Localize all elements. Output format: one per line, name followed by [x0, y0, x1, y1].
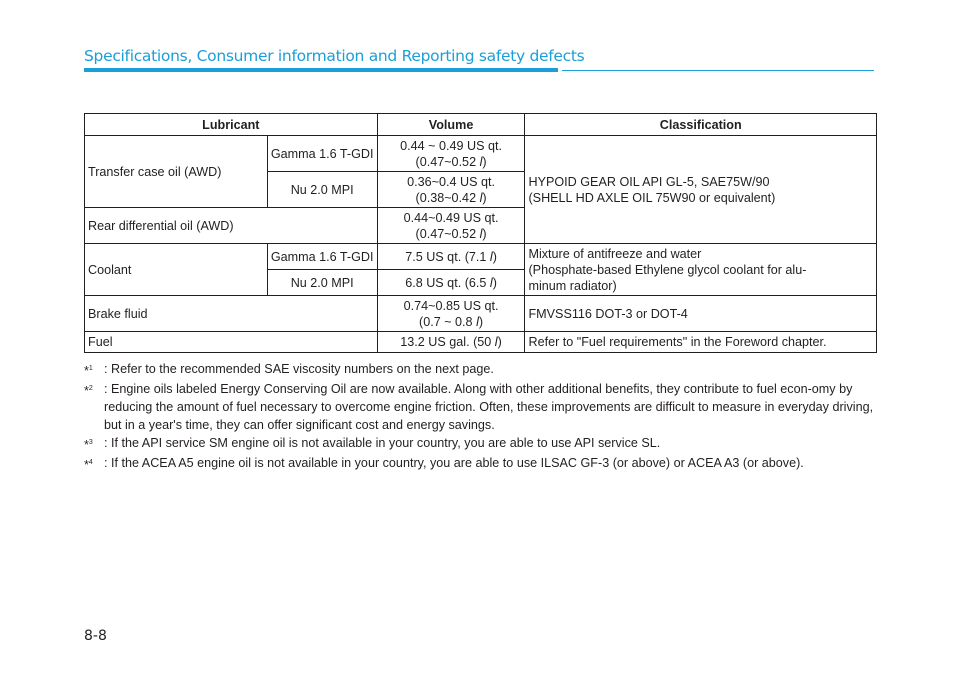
- header-classification: Classification: [525, 114, 877, 136]
- volume-text: (0.47~0.52: [415, 154, 480, 169]
- paren: ): [482, 226, 487, 241]
- table-row: [85, 244, 877, 270]
- footnote-number: 4: [88, 459, 93, 466]
- footnote-text: : If the API service SM engine oil is not available in your country, you are able to use API service SL.: [104, 436, 661, 450]
- classification-cell: Refer to "Fuel requirements" in the Foreword chapter.: [525, 332, 877, 353]
- table-row: [85, 332, 877, 353]
- asterisk: *: [84, 384, 89, 398]
- header-accent-bar: [84, 68, 558, 72]
- volume-text: 0.36~0.4 US qt.: [407, 174, 495, 189]
- table-row: [85, 136, 877, 172]
- section-header-title: Specifications, Consumer information and Reporting safety defects: [84, 47, 585, 65]
- footnote-text: : Engine oils labeled Energy Conserving Oil are now available. Along with other additional benefits, they contribute to fuel econ-omy by reducing the amount of fuel necessary to overcome engine friction. Often, these improvements are difficult to measure in everyday driving, but in a year's time, they can offer significant cost and energy savings.: [104, 382, 874, 432]
- classification-text: (SHELL HD AXLE OIL 75W90 or equivalent): [528, 190, 776, 205]
- footnote-text: : Refer to the recommended SAE viscosity numbers on the next page.: [104, 362, 494, 376]
- liter-symbol: l: [479, 226, 483, 241]
- footnote-marker: [84, 380, 104, 434]
- engine-cell: Gamma 1.6 T-GDI: [267, 136, 377, 172]
- volume-text: (0.38~0.42: [415, 190, 480, 205]
- liter-symbol: l: [476, 314, 479, 329]
- volume-text: [381, 154, 522, 170]
- footnote-text: : If the ACEA A5 engine oil is not available in your country, you are able to use ILSAC GF-3 (or above) or ACEA A3 (or above).: [104, 456, 804, 470]
- asterisk: *: [84, 458, 89, 472]
- lubricant-cell: Rear differential oil (AWD): [85, 208, 378, 244]
- liter-symbol: l: [479, 154, 483, 169]
- engine-cell: Gamma 1.6 T-GDI: [267, 244, 377, 270]
- engine-cell: Nu 2.0 MPI: [267, 172, 377, 208]
- classification-text: HYPOID GEAR OIL API GL-5, SAE75W/90: [528, 174, 770, 189]
- volume-cell: [377, 270, 525, 296]
- footnote-number: 2: [88, 385, 93, 392]
- classification-text: (Phosphate-based Ethylene glycol coolant for alu-: [528, 262, 807, 277]
- volume-cell: [377, 208, 525, 244]
- footnote-marker: [84, 434, 104, 454]
- liter-symbol: l: [494, 335, 498, 349]
- classification-text: Mixture of antifreeze and water: [528, 246, 702, 261]
- footnote-number: 1: [88, 365, 93, 372]
- volume-text: (0.7 ~ 0.8: [419, 314, 477, 329]
- paren: ): [478, 314, 484, 329]
- liter-symbol: l: [489, 249, 493, 264]
- volume-text: 7.5 US qt. (7.1: [405, 249, 490, 264]
- lubricant-cell: Coolant: [85, 244, 268, 296]
- footnotes: [84, 360, 884, 474]
- volume-cell: [377, 244, 525, 270]
- footnote-item: [84, 360, 884, 380]
- footnote-marker: [84, 454, 104, 474]
- paren: ): [482, 154, 487, 169]
- lubricant-spec-table: [84, 113, 877, 353]
- classification-text: minum radiator): [528, 278, 617, 293]
- volume-text: 0.44~0.49 US qt.: [403, 210, 499, 225]
- header-rule: [562, 70, 874, 71]
- volume-text: 0.74~0.85 US qt.: [403, 298, 499, 313]
- volume-text: [381, 226, 522, 242]
- footnote-marker: [84, 360, 104, 380]
- paren: ): [482, 190, 487, 205]
- volume-text: 6.8 US qt. (6.5: [405, 275, 490, 290]
- header-volume: Volume: [377, 114, 525, 136]
- footnote-item: [84, 380, 884, 434]
- lubricant-cell: Brake fluid: [85, 296, 378, 332]
- lubricant-cell: Transfer case oil (AWD): [85, 136, 268, 208]
- header-lubricant: Lubricant: [85, 114, 378, 136]
- asterisk: *: [84, 438, 89, 452]
- volume-cell: [377, 296, 525, 332]
- lubricant-cell: Fuel: [85, 332, 378, 353]
- footnote-item: [84, 434, 884, 454]
- liter-symbol: l: [479, 190, 483, 205]
- footnote-number: 3: [88, 439, 93, 446]
- footnote-item: [84, 454, 884, 474]
- engine-cell: Nu 2.0 MPI: [267, 270, 377, 296]
- classification-cell: [525, 244, 877, 296]
- table-header-row: [85, 114, 877, 136]
- volume-text: (0.47~0.52: [415, 226, 480, 241]
- paren: ): [497, 335, 502, 349]
- volume-text: [381, 314, 522, 330]
- volume-text: [381, 190, 522, 206]
- paren: ): [492, 275, 497, 290]
- paren: ): [492, 249, 497, 264]
- classification-cell: FMVSS116 DOT-3 or DOT-4: [525, 296, 877, 332]
- volume-text: 0.44 ~ 0.49 US qt.: [400, 138, 502, 153]
- volume-cell: [377, 136, 525, 172]
- classification-cell: [525, 136, 877, 244]
- table-row: [85, 296, 877, 332]
- volume-cell: [377, 332, 525, 353]
- volume-text: 13.2 US gal. (50: [400, 335, 495, 349]
- asterisk: *: [84, 364, 89, 378]
- liter-symbol: l: [489, 275, 493, 290]
- volume-cell: [377, 172, 525, 208]
- page-number: 8-8: [84, 628, 107, 644]
